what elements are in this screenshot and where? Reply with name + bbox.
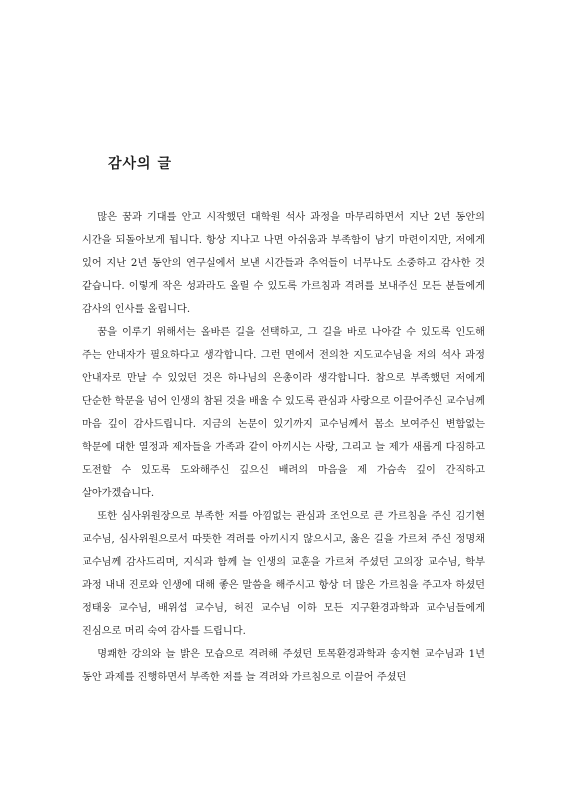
document-body	[82, 206, 485, 689]
paragraph-others: 명쾌한 강의와 늘 밝은 모습으로 격려해 주셨던 토목환경과학과 송지현 교수님과 1년 동안 과제를 진행하면서 부족한 저를 늘 격려와 가르침으로 이끌어 주셨던	[82, 649, 485, 683]
paragraph-committee: 또한 심사위원장으로 부족한 저를 아낌없는 관심과 조언으로 큰 가르침을 주신 김기현 교수님, 심사위원으로서 따뜻한 격려를 아끼시지 않으시고, 옳은 길을 가르쳐 주신 정명채 교수님께 감사드리며, 지식과 함께 늘 인생의 교훈을 가르쳐 주셨던 고의장 교수님, 학부 과정 내내 진로와 인생에 대해 좋은 말씀을 해주시고 항상 더 많은 가르침을 주고자 하셨던 정태웅 교수님, 배위섭 교수님, 허진 교수님 이하 모든 지구환경과학과 교수님들에게 진심으로 머리 숙여 감사를 드립니다.	[82, 511, 485, 637]
page-title: 감사의 글	[108, 156, 172, 172]
paragraph-advisor: 꿈을 이루기 위해서는 올바른 길을 선택하고, 그 길을 바로 나아갈 수 있도록 인도해 주는 안내자가 필요하다고 생각합니다. 그런 면에서 전의찬 지도교수님을 저의 석사 과정 안내자로 만날 수 있었던 것은 하나님의 은총이라 생각합니다. 참으로 부족했던 저에게 단순한 학문을 넘어 인생의 참된 것을 배울 수 있도록 관심과 사랑으로 이끌어주신 교수님께 마음 깊이 감사드립니다. 지금의 논문이 있기까지 교수님께서 몸소 보여주신 변함없는 학문에 대한 열정과 제자들을 가족과 같이 아끼시는 사랑, 그리고 늘 제가 새롭게 다짐하고 도전할 수 있도록 도와해주신 깊으신 배려의 마음을 제 가슴속 깊이 간직하고 살아가겠습니다.	[82, 327, 485, 499]
paragraph-intro: 많은 꿈과 기대를 안고 시작했던 대학원 석사 과정을 마무리하면서 지난 2년 동안의 시간을 되돌아보게 됩니다. 항상 지나고 나면 아쉬움과 부족함이 남기 마련이지만, 저에게 있어 지난 2년 동안의 연구실에서 보낸 시간들과 추억들이 너무나도 소중하고 감사한 것 같습니다. 이렇게 작은 성과라도 올릴 수 있도록 가르침과 격려를 보내주신 모든 분들에게 감사의 인사를 올립니다.	[82, 212, 485, 315]
